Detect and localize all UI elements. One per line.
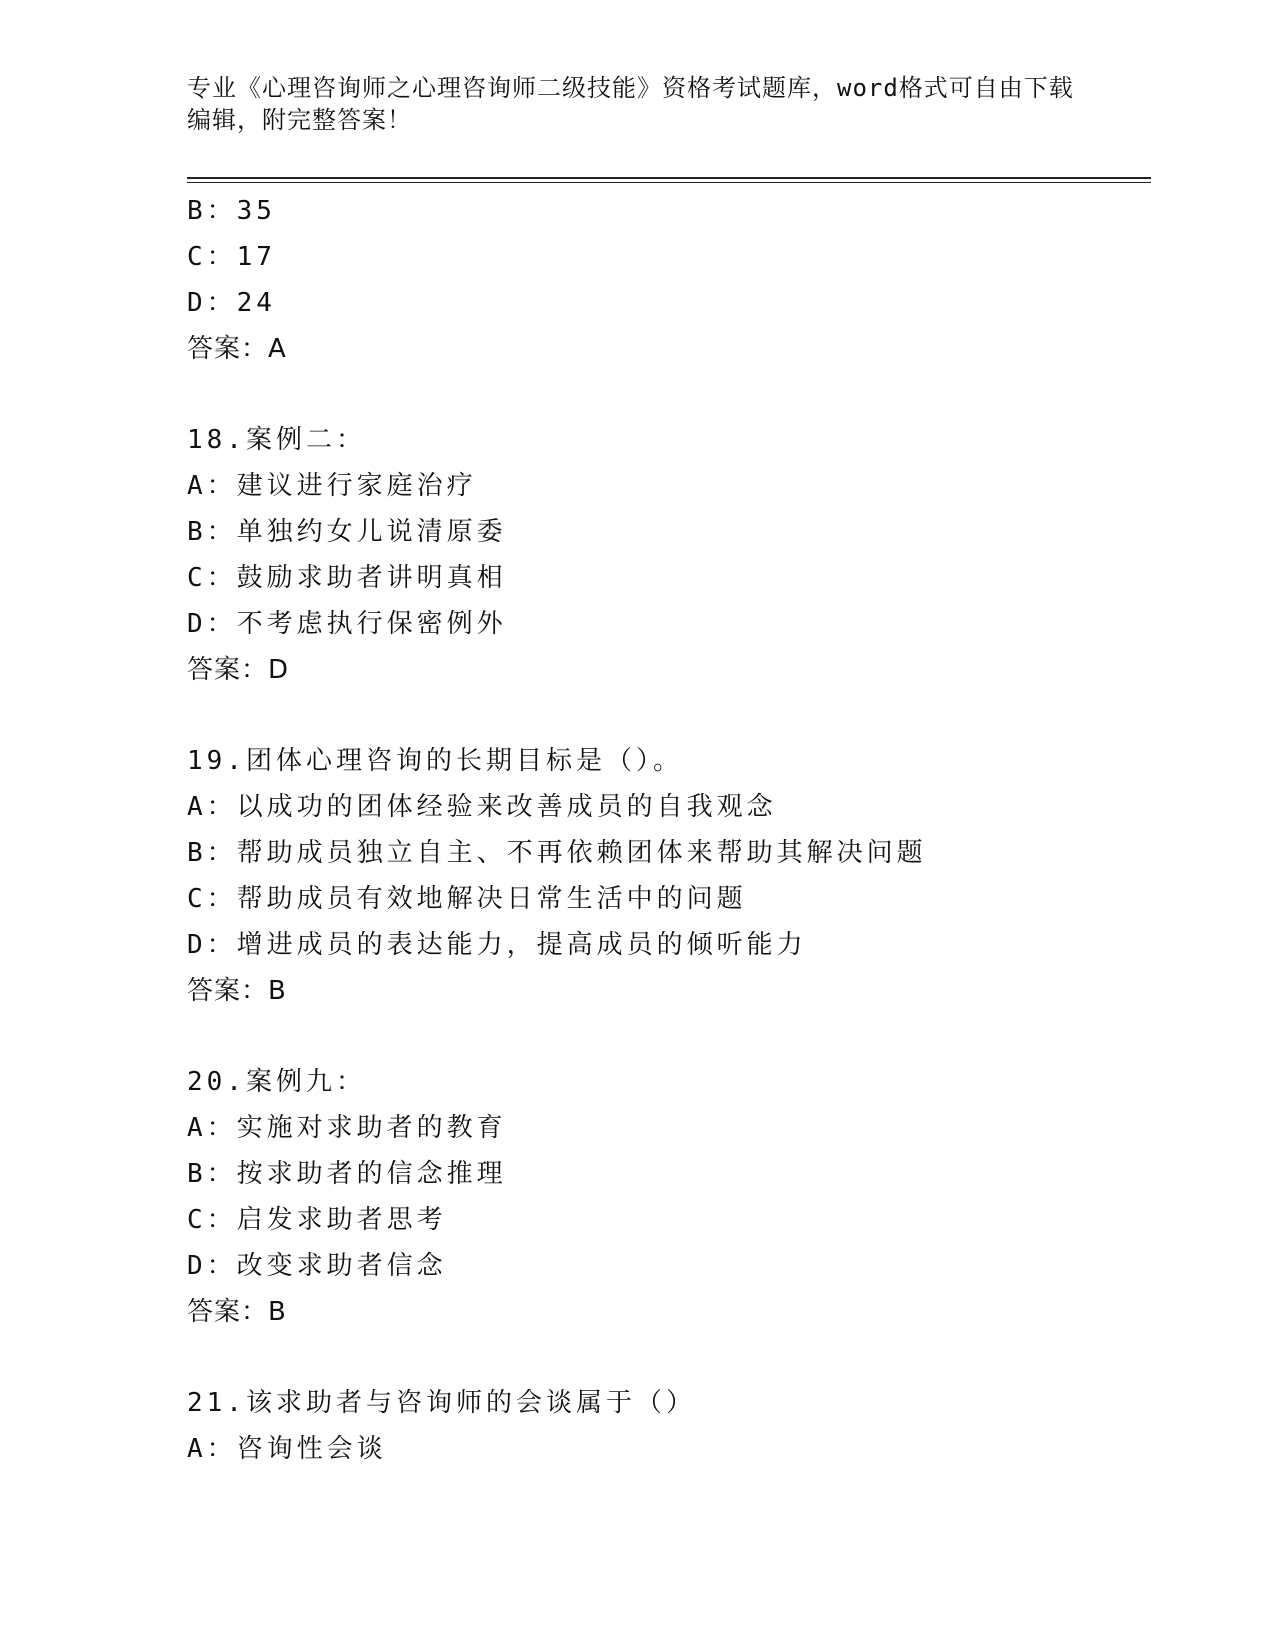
option-c: C：鼓励求助者讲明真相 — [187, 563, 507, 593]
option-a: A：咨询性会谈 — [187, 1434, 387, 1464]
question-stem: 20.案例九： — [187, 1067, 366, 1097]
option-c: C：帮助成员有效地解决日常生活中的问题 — [187, 884, 747, 914]
option-c: C：17 — [187, 242, 276, 272]
header-line-1: 专业《心理咨询师之心理咨询师二级技能》资格考试题库，word格式可自由下载 — [187, 74, 1074, 102]
option-b: B：按求助者的信念推理 — [187, 1159, 507, 1189]
question-18 — [187, 417, 1147, 693]
header-divider-thick — [187, 177, 1151, 179]
option-a: A：实施对求助者的教育 — [187, 1113, 507, 1143]
question-19 — [187, 738, 1147, 1014]
document-header — [187, 72, 1087, 136]
question-stem: 19.团体心理咨询的长期目标是（）。 — [187, 746, 683, 776]
option-d: D：不考虑执行保密例外 — [187, 609, 507, 639]
option-d: D：增进成员的表达能力，提高成员的倾听能力 — [187, 930, 807, 960]
header-line-2: 编辑，附完整答案！ — [187, 106, 412, 134]
option-b: B：单独约女儿说清原委 — [187, 517, 507, 547]
answer-line: 答案：D — [187, 655, 290, 685]
question-stem: 21.该求助者与咨询师的会谈属于（） — [187, 1388, 696, 1418]
question-21 — [187, 1380, 1147, 1472]
option-a: A：以成功的团体经验来改善成员的自我观念 — [187, 792, 777, 822]
spacer — [187, 1014, 1147, 1059]
answer-line: 答案：A — [187, 334, 287, 364]
answer-line: 答案：B — [187, 976, 287, 1006]
option-a: A：建议进行家庭治疗 — [187, 471, 477, 501]
option-b: B：帮助成员独立自主、不再依赖团体来帮助其解决问题 — [187, 838, 927, 868]
option-d: D：24 — [187, 288, 276, 318]
header-divider-thin — [187, 182, 1151, 183]
spacer — [187, 1335, 1147, 1380]
option-b: B：35 — [187, 196, 276, 226]
question-stem: 18.案例二： — [187, 425, 366, 455]
question-17 — [187, 188, 1147, 372]
question-20 — [187, 1059, 1147, 1335]
spacer — [187, 693, 1147, 738]
option-c: C：启发求助者思考 — [187, 1205, 447, 1235]
spacer — [187, 372, 1147, 417]
option-d: D：改变求助者信念 — [187, 1251, 447, 1281]
answer-line: 答案：B — [187, 1297, 287, 1327]
question-list — [187, 188, 1147, 1472]
